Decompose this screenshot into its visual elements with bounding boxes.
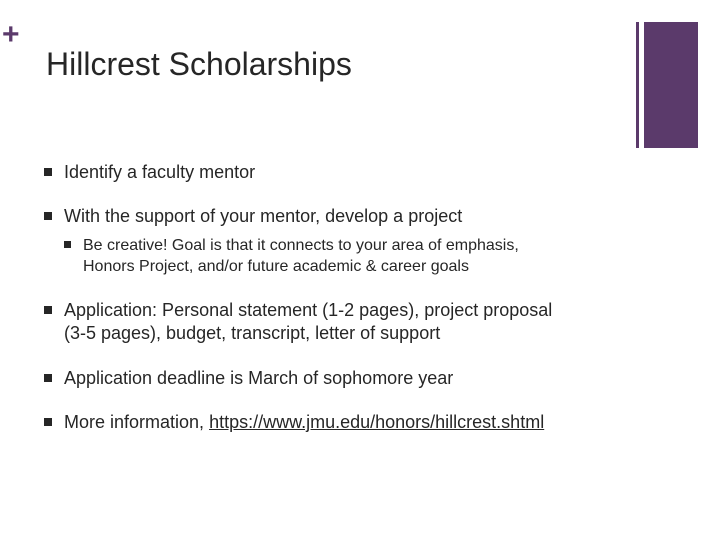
- bullet-item-deadline: Application deadline is March of sophomore year: [64, 368, 454, 388]
- bullet-item-develop-project: With the support of your mentor, develop a project: [64, 206, 463, 226]
- bullet-item-more-info: [64, 411, 544, 433]
- sub-bullet-be-creative-line2: Honors Project, and/or future academic & career goals: [83, 258, 469, 275]
- slide-title: Hillcrest Scholarships: [46, 46, 352, 82]
- bullet-item-application-line2: (3-5 pages), budget, transcript, letter of support: [64, 323, 441, 343]
- bullet-marker: [44, 374, 52, 382]
- plus-icon: +: [2, 18, 20, 51]
- sub-bullet-be-creative-line1: Be creative! Goal is that it connects to your area of emphasis,: [83, 237, 519, 254]
- bullet-item-application-line1: Application: Personal statement (1-2 pages), project proposal: [64, 300, 553, 320]
- bullet-marker: [44, 212, 52, 220]
- sub-bullet-marker: [64, 241, 71, 248]
- bullet-marker: [44, 306, 52, 314]
- more-info-prefix: More information,: [64, 412, 210, 432]
- bullet-item-faculty-mentor: Identify a faculty mentor: [64, 162, 256, 182]
- decorative-bar-thin: [636, 22, 639, 148]
- decorative-bar-block: [644, 22, 698, 148]
- bullet-marker: [44, 168, 52, 176]
- hillcrest-link[interactable]: https://www.jmu.edu/honors/hillcrest.shtml: [209, 412, 545, 432]
- bullet-marker: [44, 418, 52, 426]
